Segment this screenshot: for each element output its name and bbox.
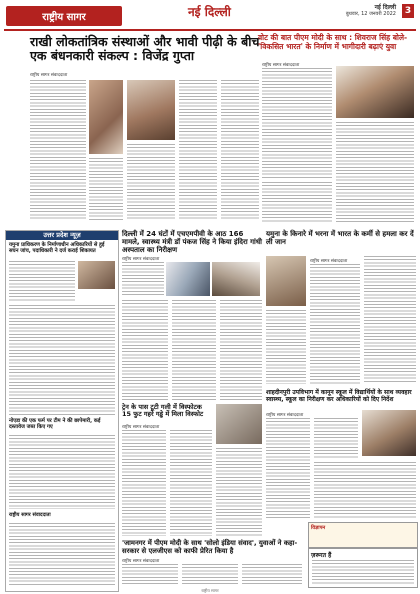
train-byline: राष्ट्रीय सागर संवाददाता [122,425,160,430]
lead-photo-1 [89,80,123,154]
train-body-col1 [122,430,166,536]
train-headline: ट्रेन के पास टूटी गली में विस्फोटक 15 फुट गहरे गड्ढे में मिला विस्फोट [122,403,204,419]
mid-body-col2 [122,300,168,400]
mid-headline: दिल्ली में 24 घंटों में एचएमपीवी के आठ 166 मामले, स्वास्थ्य मंत्री डॉ पंकज सिंह ने किया इंदिरा गांधी अस्पताल का निरीक्षण [122,230,262,255]
bottom-body-col1 [122,564,178,586]
sidebar-story1-body [9,261,75,301]
right-mid-body-col2 [364,256,416,384]
footer: राष्ट्रीय सागर [201,588,219,593]
right-top-byline: राष्ट्रीय सागर संवाददाता [262,63,300,68]
page-number: 3 [402,4,414,18]
bottom-byline: राष्ट्रीय सागर संवाददाता [122,559,160,564]
ad-classified-body [312,560,414,584]
right-top-photo [336,66,414,118]
mid-body-col4 [220,300,262,400]
lead-headline: राखी लोकतांत्रिक संस्थाओं और भावी पीढ़ी के बीच एक बंधनकारी संकल्प : विजेंद्र गुप्ता [30,34,260,64]
lead-byline: राष्ट्रीय सागर संवाददाता [30,73,68,78]
right-top-body-col1 [262,68,332,178]
masthead-rule [4,29,416,31]
school-headline: शाहदीनपुरी उपविभाग में कानून स्कूल में विद्यार्थियों के साथ व्यवहार स्वास्थ्य, स्कूल का निरीक्षण कर अधिकारियों को दिए निर्देश [266,389,412,403]
school-body-col2 [314,418,358,458]
sidebar-box [5,230,119,592]
mid-photo-1 [166,262,210,296]
city-title: नई दिल्ली [188,5,231,19]
ad-top [308,522,418,548]
right-mid-headline: यमुना के किनारे में भरना में भारत के कर्मी से हमला कर दें ली जान [266,230,414,247]
school-photo [362,410,416,456]
issue-date: बुधवार, 12 जनवरी 2022 [345,11,396,17]
train-body-col3 [216,448,262,536]
sidebar-story3-headline: राष्ट्रीय सागर संवाददाता [9,512,51,518]
lead-body-col3 [127,144,175,220]
train-body-col2 [170,430,212,536]
train-photo [216,404,262,444]
right-mid-body-col1 [310,264,360,384]
lead-body-col5 [221,80,259,220]
masthead-meta [302,4,414,24]
lead-body-col2 [89,158,123,220]
school-body-col3 [314,462,416,518]
mid-photo-2 [212,262,260,296]
lead-body-col1 [30,80,86,220]
sidebar-story1-body-2 [9,305,115,415]
sidebar-story2-headline: नोएडा की एक फर्म पर टीम ने की छापेमारी, कई दस्तावेज जब्त किए गए [9,418,101,430]
school-byline: राष्ट्रीय सागर संवाददाता [266,413,304,418]
ad-top-label: विज्ञापन [311,525,326,531]
sidebar-title: उत्तर प्रदेश न्यूज़ [6,231,118,240]
lead-photo-2 [127,80,175,140]
bottom-body-col3 [242,564,302,586]
bottom-headline: 'जामनगर में पीएम मोदी के साथ 'सोलो इंडिया संवाद', युवाओं ने कहा- सरकार से एलजीएस को काफी प्रेरित किया है [122,539,298,555]
ad-classified [308,548,418,588]
paper-name: राष्ट्रीय सागर [6,6,122,26]
school-body-col1 [266,418,310,518]
right-mid-byline: राष्ट्रीय सागर संवाददाता [310,259,348,264]
mid-body-col1 [122,262,164,296]
bottom-body-col2 [182,564,238,586]
right-top-body-col2 [336,122,414,222]
right-mid-photo [266,256,306,306]
masthead [0,0,420,30]
sidebar-story2-body [9,435,115,509]
ad-classified-label: ज़रूरत हैं [311,552,332,559]
sidebar-story1-headline: यमुना प्राधिकरण के निर्माणाधीन अधिकारियों से हुई सघन जांच, पदाधिकारी ने दर्ज कराई शिकायत [9,242,105,254]
sidebar-story3-body [9,523,115,587]
city-right: नई दिल्ली [374,4,396,11]
right-top-headline: वोट की बात पीएम मोदी के साथ : शिवराज सिंह बोले-'विकसित भारत' के निर्माण में भागीदारी बढ़ाएं युवा [258,33,408,51]
right-mid-body-col3 [266,310,306,384]
sidebar-photo [78,261,115,289]
mid-body-col3 [172,300,216,400]
mid-byline: राष्ट्रीय सागर संवाददाता [122,257,160,262]
lead-body-col4 [179,80,217,220]
right-top-body-col3 [262,182,332,222]
